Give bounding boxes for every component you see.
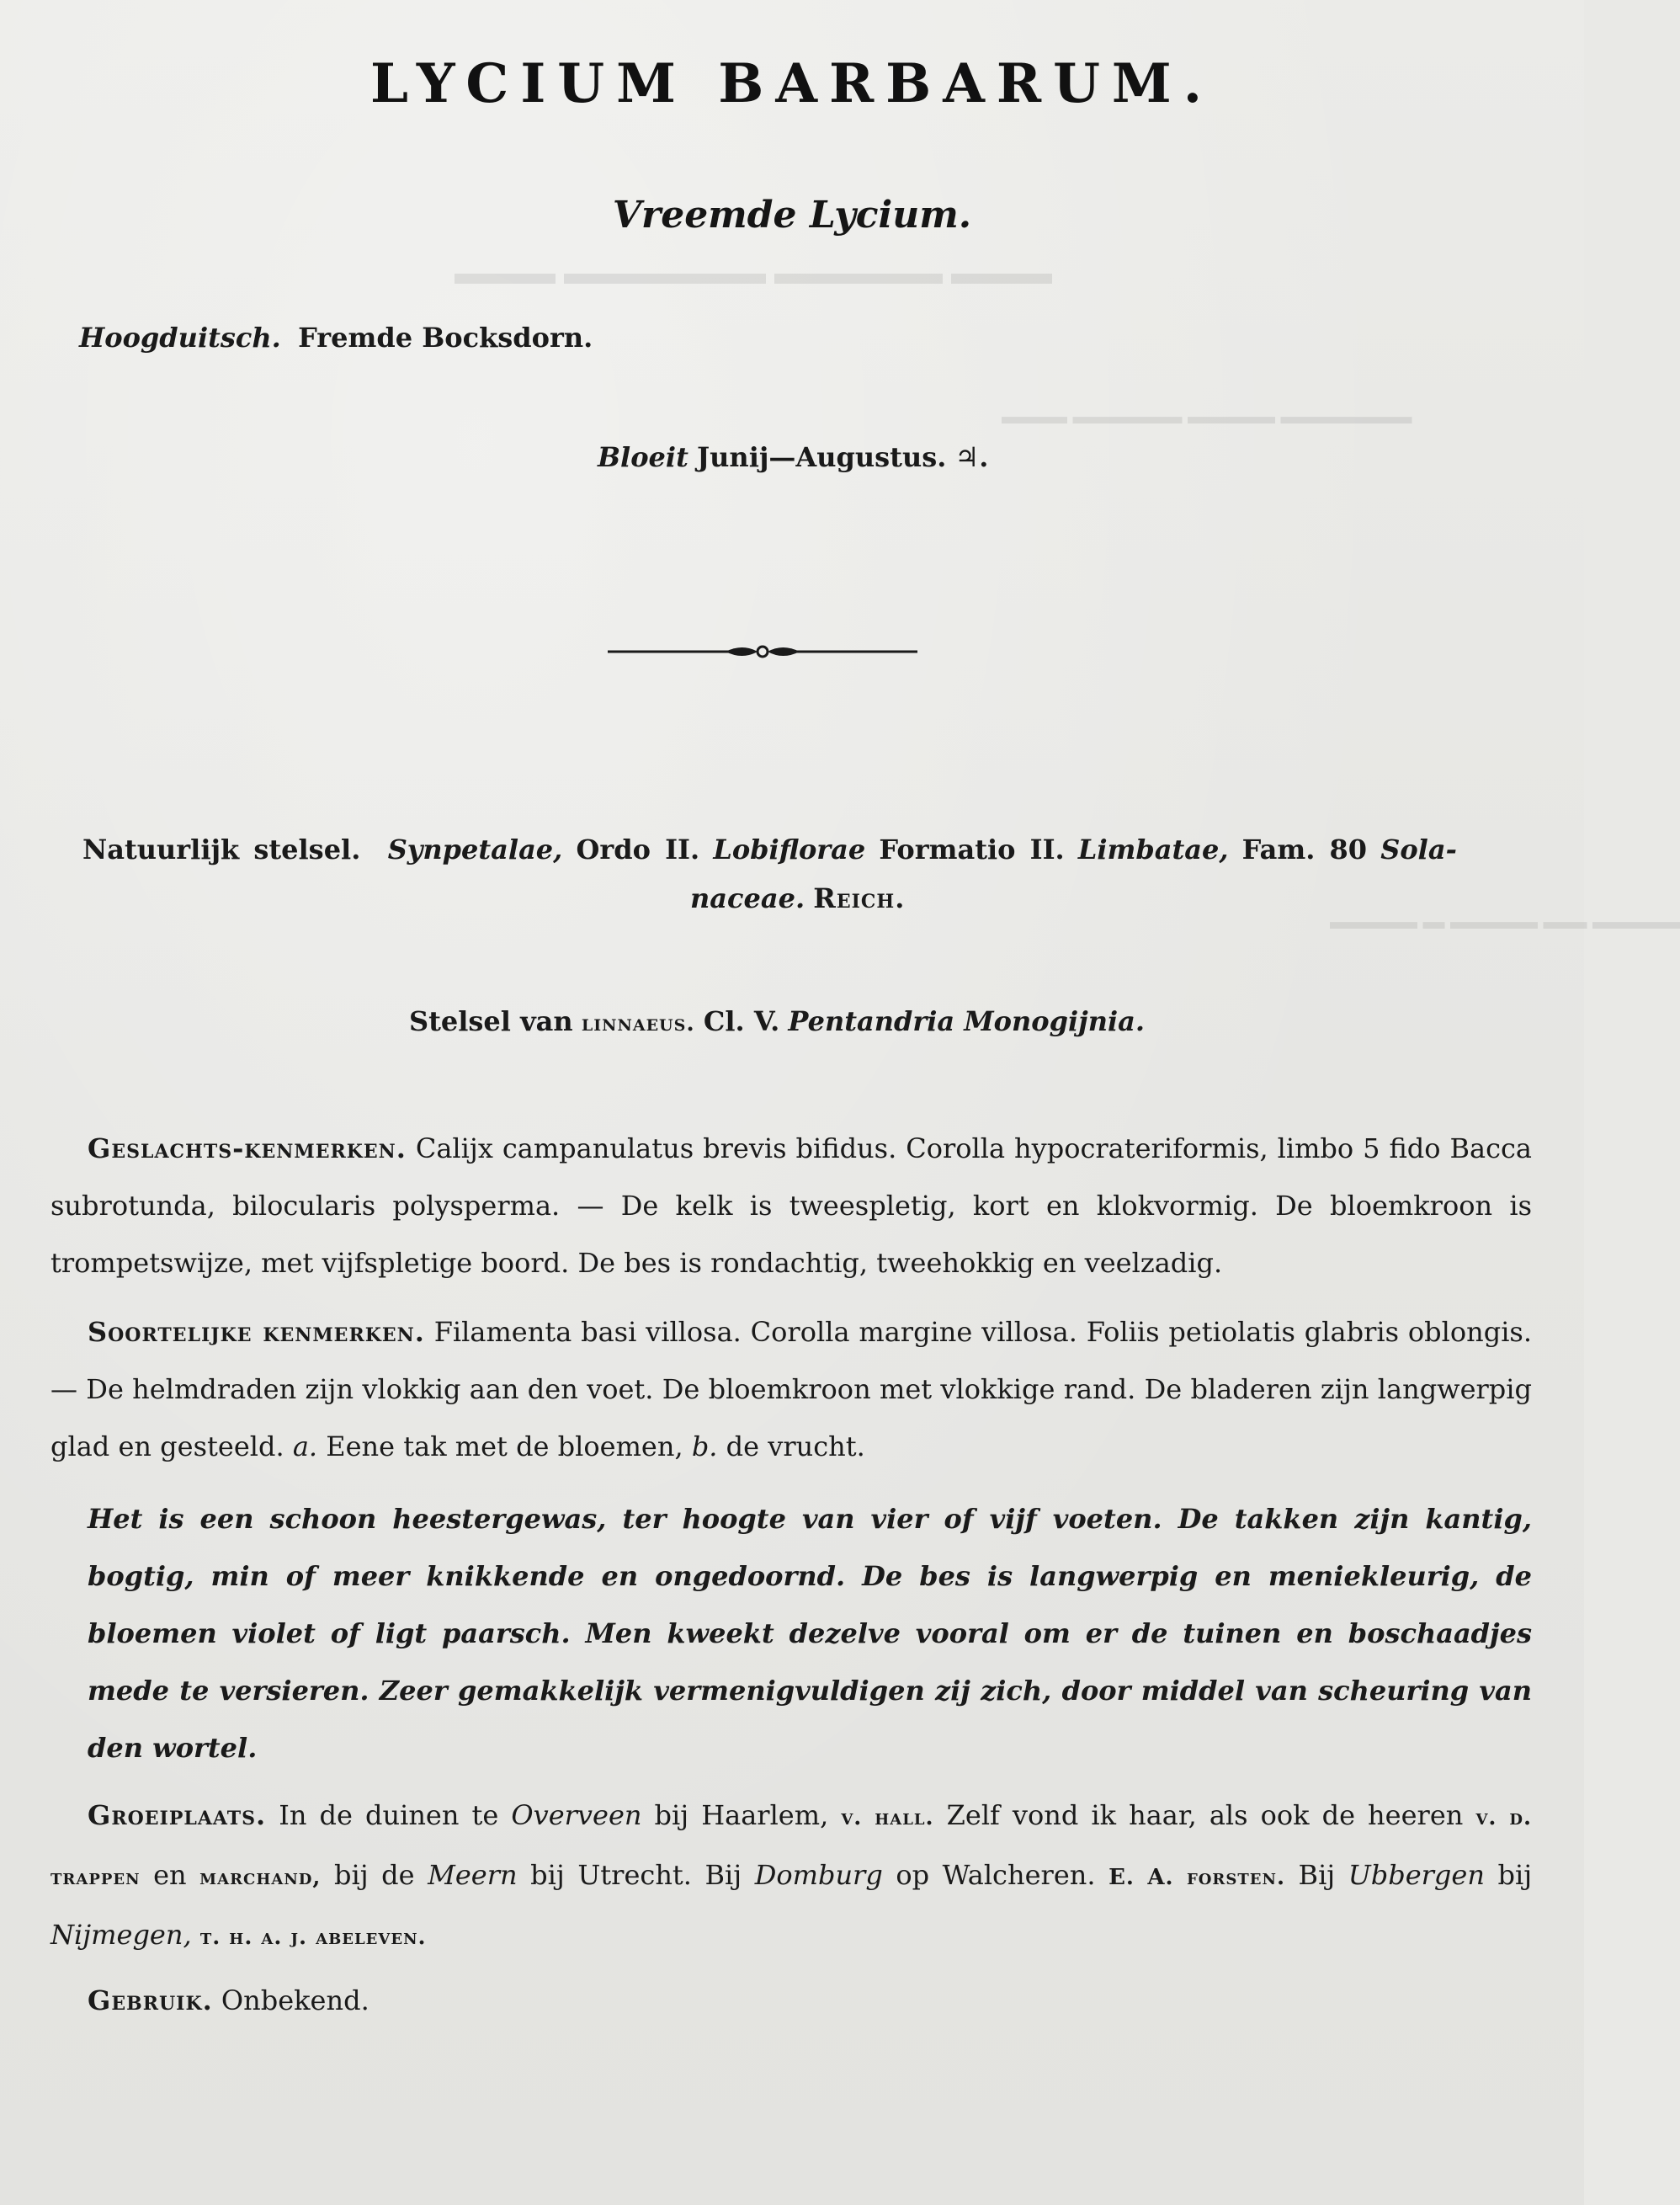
german-name-line <box>79 322 593 354</box>
habitat-collector: marchand, <box>199 1865 322 1890</box>
bloom-line <box>598 441 988 473</box>
habitat-text: op Walcheren. <box>896 1859 1096 1891</box>
linnaeus-label: Stelsel van <box>409 1005 573 1037</box>
bleed-through-decoration: ▬▬▬ ▬▬▬▬▬▬ ▬▬▬▬▬ ▬▬▬ <box>455 253 1052 291</box>
habitat-collector: t. h. a. j. abeleven. <box>199 1925 427 1950</box>
genus-characteristics <box>51 1120 1532 1292</box>
linnaeus-classis: Cl. V. <box>703 1005 780 1037</box>
natural-system-formatio: Formatio II. <box>879 834 1065 865</box>
habitat-text: en <box>153 1859 187 1891</box>
species-text: Filamenta basi villosa. Corolla margine villosa. Foliis petiolatis glabris oblongis. — De helmdraden zijn vlokkig aan den voet. De bloemkroon met vlokkige rand. De bladeren zijn langwerpig glad en gesteeld. <box>51 1316 1533 1462</box>
habitat-place: Ubbergen <box>1348 1859 1485 1891</box>
natural-system-author: Reich. <box>813 882 906 914</box>
natural-system-fam-name-a: Sola- <box>1380 834 1457 865</box>
natural-system-label: Natuurlijk stelsel. <box>82 834 361 865</box>
habitat-text: bij Utrecht. Bij <box>530 1859 742 1891</box>
linnaeus-line <box>409 1005 1145 1037</box>
natural-system-line <box>82 834 1457 865</box>
bloom-label: Bloeit <box>598 441 688 473</box>
ornamental-divider <box>608 640 917 663</box>
habitat-text: In de duinen te <box>279 1799 499 1831</box>
habitat-label: Groeiplaats. <box>88 1799 267 1831</box>
linnaeus-value: Pentandria Monogijnia. <box>788 1005 1146 1037</box>
natural-system-ordo: Ordo II. <box>576 834 700 865</box>
habitat-collector: v. hall. <box>841 1805 934 1830</box>
natural-system-fam-name-b: naceae. <box>690 882 805 914</box>
natural-system-fam: Fam. 80 <box>1241 834 1368 865</box>
use-paragraph <box>51 1972 1532 2029</box>
habitat-collector: E. A. forsten. <box>1108 1865 1286 1890</box>
use-value: Onbekend. <box>221 1984 369 2016</box>
bloom-symbol: ♃. <box>954 441 989 473</box>
habitat-text: bij <box>1497 1859 1533 1891</box>
habitat-paragraph <box>51 1787 1532 1966</box>
habitat-place: Overveen <box>511 1799 642 1831</box>
use-label: Gebruik. <box>88 1984 213 2016</box>
species-a-text: Eene tak met de bloemen, <box>326 1430 683 1462</box>
natural-system-formatio-name: Limbatae, <box>1077 834 1229 865</box>
species-b-text: de vrucht. <box>726 1430 865 1462</box>
linnaeus-name: linnaeus. <box>581 1010 695 1036</box>
genus-label: Geslachts-kenmerken. <box>88 1132 407 1164</box>
natural-system-ordo-name: Lobiflorae <box>713 834 866 865</box>
description-paragraph: Het is een schoon heestergewas, ter hoogte van vier of vijf voeten. De takken zijn kantig, bogtig, min of meer knikkende en ongedoornd. De bes is langwerpig en meniekleurig, de bloemen violet of ligt paarsch. Men kweekt dezelve vooral om er de tuinen en boschaadjes mede te versieren. Zeer gemakkelijk vermenigvuldigen zij zich, door middel van scheuring van den wortel. <box>88 1503 1532 1764</box>
habitat-text: Zelf vond ik haar, als ook de heeren <box>946 1799 1464 1831</box>
german-name-label: Hoogduitsch. <box>79 322 281 354</box>
habitat-place: Domburg <box>754 1859 883 1891</box>
species-b-label: b. <box>691 1430 718 1462</box>
natural-system-line-2 <box>690 882 905 914</box>
bleed-through-decoration: ▬▬▬▬ ▬ ▬▬▬▬ ▬▬ ▬▬▬▬ <box>1330 909 1680 934</box>
habitat-place: Meern <box>428 1859 518 1891</box>
german-name-value: Fremde Bocksdorn. <box>298 322 593 354</box>
bloom-value: Junij—Augustus. <box>697 441 947 473</box>
habitat-text: bij de <box>333 1859 415 1891</box>
species-label: Soortelijke kenmerken. <box>88 1316 425 1348</box>
bleed-through-decoration: ▬▬▬ ▬▬▬▬▬ ▬▬▬▬ ▬▬▬▬▬▬ <box>1002 404 1412 429</box>
habitat-text: bij Haarlem, <box>654 1799 829 1831</box>
page-title: LYCIUM BARBARUM. <box>369 52 1215 115</box>
habitat-collector: v. d. trappen <box>51 1805 1533 1890</box>
habitat-text: Bij <box>1298 1859 1336 1891</box>
species-characteristics <box>51 1303 1532 1475</box>
genus-text: Calijx campanulatus brevis bifidus. Corolla hypocrateriformis, limbo 5 fido Bacca subrotunda, bilocularis polysperma. — De kelk is tweespletig, kort en klokvormig. De bloemkroon is trompetswijze, met vijfspletige boord. De bes is rondachtig, tweehokkig en veelzadig. <box>51 1132 1532 1279</box>
natural-system-class: Synpetalae, <box>387 834 563 865</box>
species-a-label: a. <box>292 1430 318 1462</box>
page-subtitle: Vreemde Lycium. <box>612 194 972 237</box>
habitat-place: Nijmegen, <box>51 1919 192 1951</box>
